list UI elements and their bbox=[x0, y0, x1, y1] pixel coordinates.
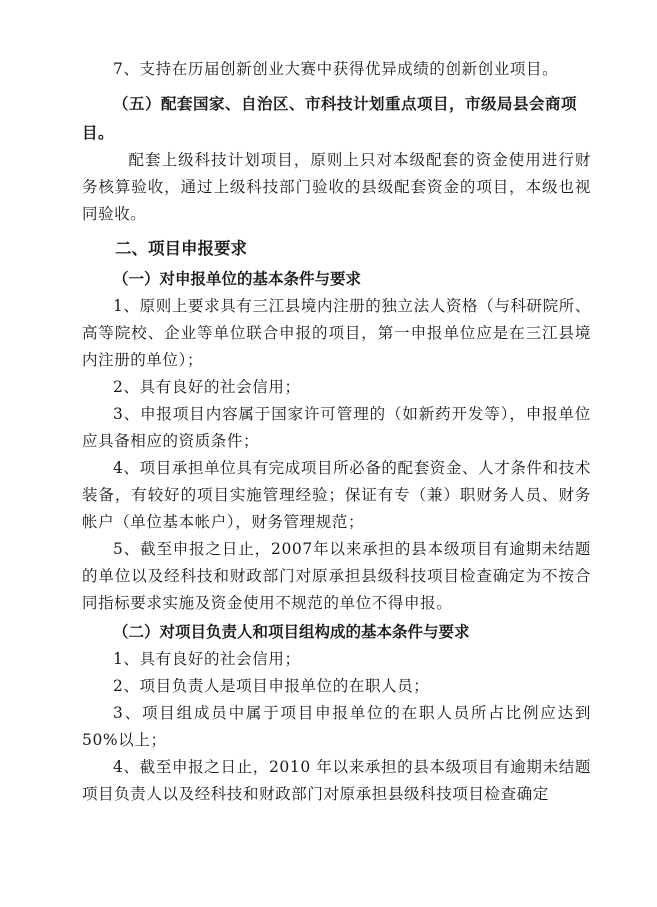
requirement-3: 3、申报项目内容属于国家许可管理的（如新药开发等），申报单位应具备相应的资质条件； bbox=[82, 405, 591, 450]
paragraph-item-7: 7、支持在历届创新创业大赛中获得优异成绩的创新创业项目。 bbox=[113, 60, 559, 78]
subsection-1-title: （一）对申报单位的基本条件与要求 bbox=[113, 269, 362, 288]
section-heading-2: 二、项目申报要求 bbox=[115, 239, 247, 258]
paragraph-matching-funds: 配套上级科技计划项目，原则上只对本级配套的资金使用进行财务核算验收，通过上级科技部门验收的县级配套资金的项目，本级也视同验收。 bbox=[82, 151, 591, 223]
requirement-2: 2、具有良好的社会信用； bbox=[113, 378, 301, 396]
requirement-5: 5、截至申报之日止，2007年以来承担的县本级项目有逾期未结题的单位以及经科技和财政部门对原承担县级科技项目检查确定为不按合同指标要求实施及资金使用不规范的单位不得申报。 bbox=[82, 540, 591, 612]
leader-requirement-2: 2、项目负责人是项目申报单位的在职人员； bbox=[113, 677, 430, 695]
section-5-title: （五）配套国家、自治区、市科技计划重点项目，市级局县会商项目。 bbox=[82, 94, 578, 142]
requirement-4: 4、项目承担单位具有完成项目所必备的配套资金、人才条件和技术装备，有较好的项目实施管理经验；保证有专（兼）职财务人员、财务帐户（单位基本帐户），财务管理规范； bbox=[82, 459, 591, 531]
subsection-2-title: （二）对项目负责人和项目组构成的基本条件与要求 bbox=[113, 622, 470, 641]
leader-requirement-4: 4、截至申报之日止，2010 年以来承担的县本级项目有逾期未结题项目负责人以及经科技和财政部门对原承担县级科技项目检查确定 bbox=[82, 758, 591, 803]
leader-requirement-3: 3、项目组成员中属于项目申报单位的在职人员所占比例应达到50%以上； bbox=[82, 704, 591, 749]
leader-requirement-1: 1、具有良好的社会信用； bbox=[113, 650, 301, 668]
requirement-1: 1、原则上要求具有三江县境内注册的独立法人资格（与科研院所、高等院校、企业等单位联合申报的项目，第一申报单位应是在三江县境内注册的单位）； bbox=[82, 297, 591, 369]
